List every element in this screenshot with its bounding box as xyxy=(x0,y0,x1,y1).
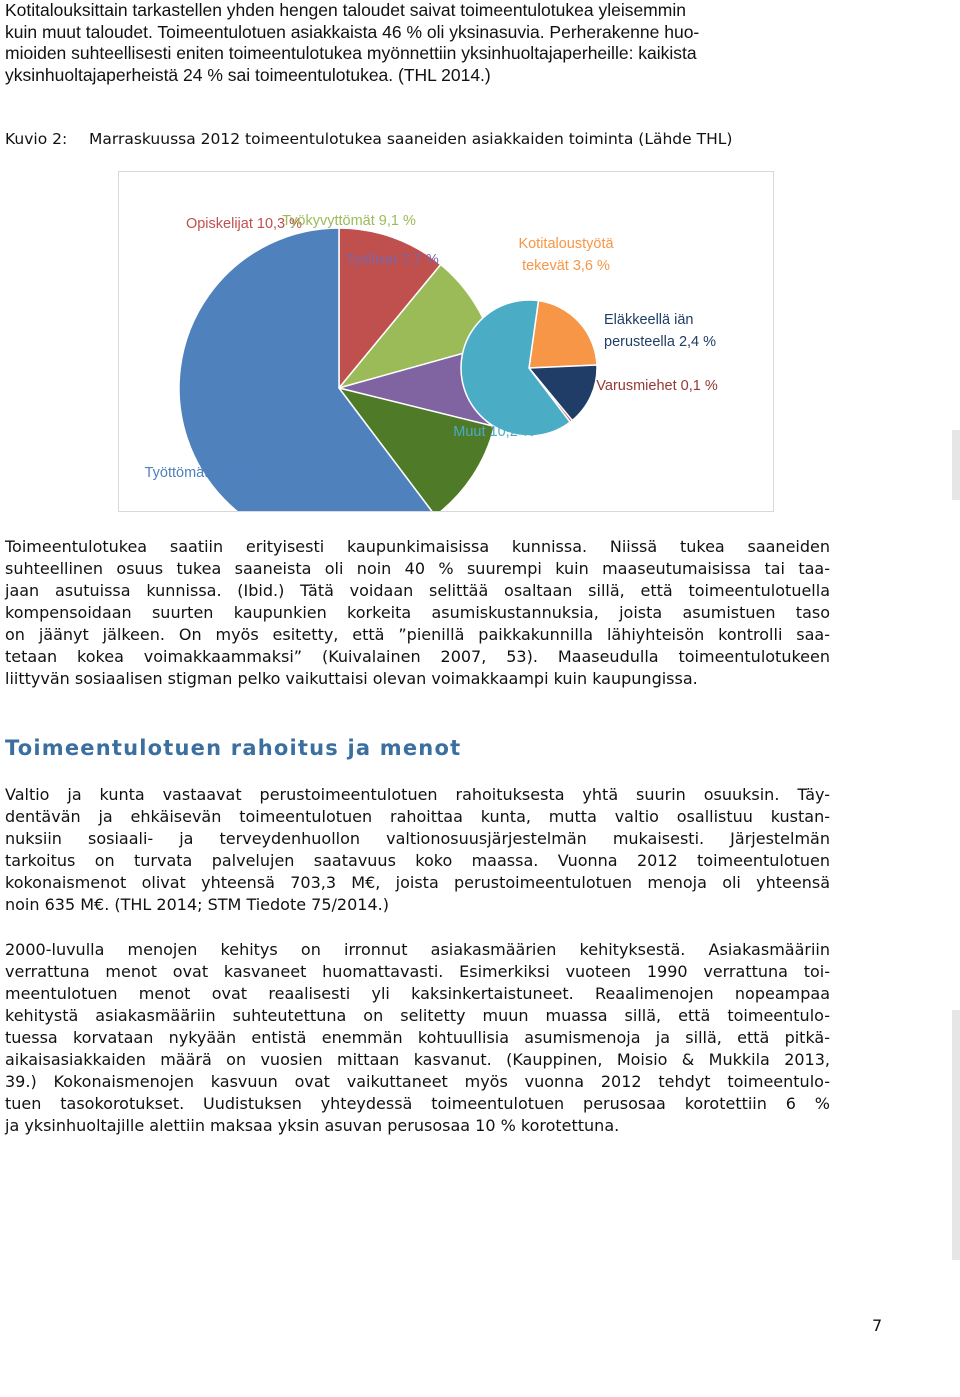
label-muut: Muut 10,2 % xyxy=(453,424,535,440)
text-line: nuksiin sosiaali- ja terveydenhuollon valtionosuusjärjestelmän mukaisesti. Järjestelmän xyxy=(5,829,830,848)
label-elakkeella: Eläkkeellä iän perusteella 2,4 % xyxy=(604,312,717,350)
secondary-pie-slice-kotitaloustyötä xyxy=(529,301,597,368)
text-line: on jäänyt jälkeen. On myös esitetty, että ”pienillä paikkakunnilla lähiyhteisön kontrolli saa- xyxy=(5,625,830,644)
text-line: mioiden suhteellisesti eniten toimeentulotukea myönnettiin yksinhuoltajaperheille: kaikista xyxy=(5,43,697,63)
figure-caption-text: Marraskuussa 2012 toimeentulotukea saaneiden asiakkaiden toiminta (Lähde THL) xyxy=(89,130,733,148)
paragraph-urban-municipalities xyxy=(5,536,830,690)
text-line: noin 635 M€. (THL 2014; STM Tiedote 75/2014.) xyxy=(5,895,389,914)
pie-chart-svg xyxy=(119,172,773,511)
text-line: verrattuna menot ovat kasvaneet huomattavasti. Esimerkiksi vuoteen 1990 verrattuna toi- xyxy=(5,962,830,981)
pie-chart xyxy=(118,171,774,512)
text-line: tuen tasokorotukset. Uudistuksen yhteydessä toimeentulotuen perusosaa korotettiin 6 % xyxy=(5,1094,830,1113)
figure-caption xyxy=(5,130,732,148)
text-line: tuessa korvataan nykyään entistä enemmän kohtuullisia asumismenoja ja sillä, että pitkä- xyxy=(5,1028,830,1047)
text-line: Toimeentulotukea saatiin erityisesti kaupunkimaisissa kunnissa. Niissä tukea saaneiden xyxy=(5,537,830,556)
scan-edge-mark xyxy=(952,430,960,500)
label-tyolliset: Työlliset 7,7 % xyxy=(345,252,439,268)
text-line: suhteellinen osuus tukea saaneista oli noin 40 % suurempi kuin maaseutumaisissa tai taa- xyxy=(5,559,830,578)
paragraph-expenditure xyxy=(5,939,830,1137)
text-line: aikaisasiakkaiden määrä on vuosien mittaan kasvanut. (Kauppinen, Moisio & Mukkila 2013, xyxy=(5,1050,830,1069)
text-line: Valtio ja kunta vastaavat perustoimeentulotuen rahoituksesta yhtä suurin osuuksin. Täy- xyxy=(5,785,830,804)
text-line: kuin muut taloudet. Toimeentulotuen asiakkaista 46 % oli yksinasuvia. Perherakenne huo- xyxy=(5,21,700,42)
section-heading: Toimeentulotuen rahoitus ja menot xyxy=(5,736,462,760)
label-tyokyvyttomat: Työkyvyttömät 9,1 % xyxy=(282,213,416,229)
text-line: yksinhuoltajaperheistä 24 % sai toimeentulotukea. (THL 2014.) xyxy=(5,64,491,85)
figure-caption-label: Kuvio 2: xyxy=(5,130,68,148)
text-line: tetaan kokea voimakkaammaksi” (Kuivalainen 2007, 53). Maaseudulla toimeentulotukeen xyxy=(5,647,830,666)
text-line: 39.) Kokonaismenojen kasvuun ovat vaikuttaneet myös vuonna 2012 tehdyt toimeentulo- xyxy=(5,1072,830,1091)
text-line: Kotitalouksittain tarkastellen yhden hengen taloudet saivat toimeentulotukea yleisemmin xyxy=(5,0,686,20)
label-tyottomat: Työttömät 56,6 % xyxy=(144,465,258,481)
label-varusmiehet: Varusmiehet 0,1 % xyxy=(596,378,718,394)
text-line: 2000-luvulla menojen kehitys on irronnut asiakasmäärien kehityksestä. Asiakasmääriin xyxy=(5,940,830,959)
text-line: kokonaismenot olivat yhteensä 703,3 M€, joista perustoimeentulotuen menoja oli yhteensä xyxy=(5,873,830,892)
intro-paragraph xyxy=(5,0,830,86)
text-line: liittyvän sosiaalisen stigman pelko vaikuttaisi olevan voimakkaampi kuin kaupungissa. xyxy=(5,669,698,688)
text-line: kompensoidaan suurten kaupunkien korkeita asumiskustannuksia, joista asumistuen taso xyxy=(5,603,830,622)
text-line: kehitystä asiakasmääriin suhteutettuna on selitetty muun muassa sillä, että toimeentulo- xyxy=(5,1006,830,1025)
text-line: dentävän ja ehkäisevän toimeentulotuen rahoittaa kunta, mutta valtio osallistuu kustan- xyxy=(5,807,830,826)
label-kotitaloustyota: Kotitaloustyötä tekevät 3,6 % xyxy=(518,236,614,274)
label-opiskelijat: Opiskelijat 10,3 % xyxy=(185,216,303,232)
scan-edge-mark xyxy=(952,1010,960,1260)
page-number: 7 xyxy=(872,1316,883,1335)
text-line: tarkoitus on turvata palvelujen saatavuus koko maassa. Vuonna 2012 toimeentulotuen xyxy=(5,851,830,870)
text-line: ja yksinhuoltajille alettiin maksaa yksin asuvan perusosaa 10 % korotettuna. xyxy=(5,1116,620,1135)
text-line: meentulotuen menot ovat reaalisesti yli kaksinkertaistuneet. Reaalimenojen nopeampaa xyxy=(5,984,830,1003)
text-line: jaan asutuissa kunnissa. (Ibid.) Tätä voidaan selittää osaltaan sillä, että toimeentulotuella xyxy=(5,581,830,600)
paragraph-financing xyxy=(5,784,830,916)
